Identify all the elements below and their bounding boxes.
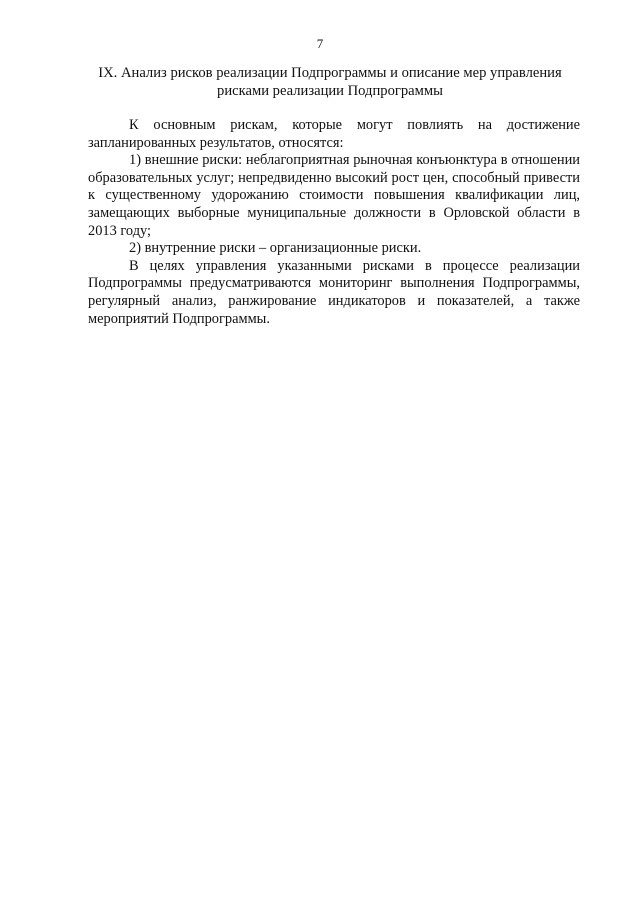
section-heading [80,64,580,100]
section-heading-line-2: рисками реализации Подпрограммы [217,83,443,99]
section-heading-line-1: IX. Анализ рисков реализации Подпрограммы и описание мер управления [98,65,562,81]
page-number: 7 [316,36,324,51]
paragraph-external-risks: 1) внешние риски: неблагоприятная рыночная конъюнктура в отношении образовательных услуг; непредвиденно высокий рост цен, способный привести к существенному удорожанию стоимости повышения квалификации лиц, замещающих выборные муниципальные должности в Орловской области в 2013 году; [88,152,580,239]
paragraph-risk-management: В целях управления указанными рисками в процессе реализации Подпрограммы предусматриваются мониторинг выполнения Подпрограммы, регулярный анализ, ранжирование индикаторов и показателей, а также мероприятий Подпрограммы. [88,257,580,327]
paragraph-risks-intro: К основным рискам, которые могут повлиять на достижение запланированных результатов, относятся: [88,117,580,151]
body-text [88,117,580,328]
paragraph-internal-risks: 2) внутренние риски – организационные риски. [129,240,422,257]
